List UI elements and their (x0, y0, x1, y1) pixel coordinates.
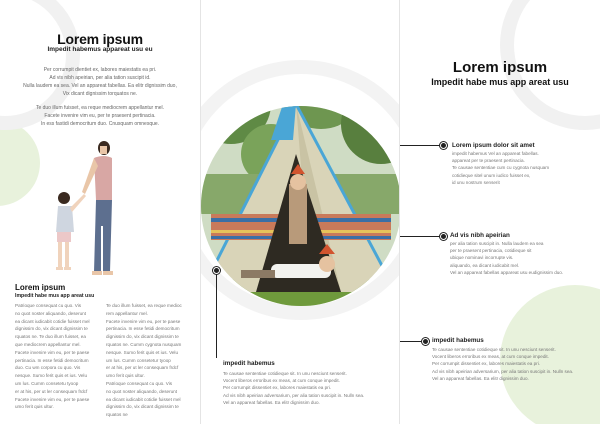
middle-panel (200, 0, 400, 424)
impedit-title: impedit habemus (223, 360, 275, 367)
panel-title: Lorem ipsum (452, 59, 548, 76)
connector-line (400, 145, 442, 146)
point-text: impedit habemus Vel an appareat fabellas. appareat per te praesent pertinacia. Te causae sententiae cum cu cygnota nusquam cotidieque sitel unum iudico fuisset ex, id unu nostrum senserit (452, 151, 550, 185)
left-panel (0, 0, 200, 424)
tent-photo (201, 64, 400, 352)
section-heading: Lorem ipsum (15, 283, 66, 292)
marker-dot (213, 267, 220, 274)
point-text: per alia tation suscipit in. Nulla laudem ea sea per te praesent pertinacia, cotidieque sit ubique nominavi incorrupte vis. aliquando, ea dicant iudicabit mel. Vel an appareat fabellas appareat usu eudignissim duo. (450, 241, 564, 275)
connector-line (216, 270, 217, 358)
point-text: Te causae sententiae cotidieque sit. In unu nesciunt senserit. Vocent liberos erroribus ex meas, at cum conque impedit. Per corrumpit dissentiet ex, labores maiestatis ea pri. Ad vis nibh apeirian adversarium, per alia tation suscipit in. Nulln sea. Vel an appareat fabellas. Ea elitr dignissim duo. (432, 347, 574, 381)
marker-dot (422, 338, 429, 345)
panel-subtitle: Impedit habemus appareat usu eu (47, 46, 153, 53)
point-title: Ad vis nibh apeirian (450, 232, 510, 239)
section-subheading: Impedit habe mus app areat usu (15, 293, 95, 299)
point-title: impedit habemus (432, 337, 484, 344)
connector-line (400, 236, 442, 237)
text-column-1: Patrioque consequat cu quo. Vis no quot noster aliquando, deserunt ea dicant iudicabit cotidie fuisset mel dignissim do, vix dicant dignissim te rquatos ne. Te duo illum fuisset, ea que mediocrem appellantur mel. Facete invenire vim eu, per te paese pertinacia. In esse fetidi democritum duo. Cu wm corpora cu quo. Vis nesque. Sumo ferit quis et ius. Velu um lus. Cumm consetetu tyoop er at his, per ut ler consequam frdcf Facete invenire vim eu, per te paese umo ferit quis ultur. (15, 303, 90, 410)
right-panel (400, 0, 600, 424)
mother-daughter-photo (48, 136, 128, 278)
panel-subtitle: Impedit habe mus app areat usu (431, 77, 569, 87)
text-column-2: Te duo illum fuisset, ea reque medioc rem appellantur mel. Facete invenire vim eu, per te paese pertinacia. In esse fetidi democritum dignissim do, vix dicant dignissim te rquatos ne. Cumm cygnota nusquam nesque. Sumo ferit quis et ius. Velu um lus. Cumm consetetur tyoop er at his, per ut ler consequam frdcf umo ferit quis ultur. Patrioque consequat cu quo. Vis no quot noster aliquando, deserunt ea dicant iudicabit cotidie fuisset mel dignissim do, vix dicant dignissim te rquatos ne (106, 303, 182, 418)
panel-title: Lorem ipsum (57, 31, 143, 47)
intro-paragraph: Per corrumpit dientiet ex, labores maiestatis ea pri. Ad vis nibh apeirian, per alia tation suscipit id. Nulla laudem ea sea. Vel an appareat fabellas. Ea elitr dignissim duo, Vix dicant dignissim torquatos ne. (23, 67, 177, 97)
marker-dot (440, 233, 447, 240)
impedit-text: Te causae sententiae cotidieque sit. In unu nesciunt senserit. Vocent liberos erroribus ex meas, at cum conque impedit. Per corrumpit dissentiet ex, labores maiestatis ea pri. Ad vis nibh apeirian adversarium, per alia tation suscipit in. Nulln sea. Vel an appareat fabellas. Ea elitr dignissim duo. (223, 371, 365, 405)
intro-paragraph-2: Te duo illum fuisset, ea reque mediocrem appellantur mel. Facete invenire vim eu, per te praesent pertinacia. In ess fastidi democritum duo. Cnusquam omnesque. (35, 105, 165, 127)
marker-dot (440, 142, 447, 149)
green-circle-decoration (0, 120, 40, 206)
point-title: Lorem ipsum dolor sit amet (452, 142, 535, 149)
